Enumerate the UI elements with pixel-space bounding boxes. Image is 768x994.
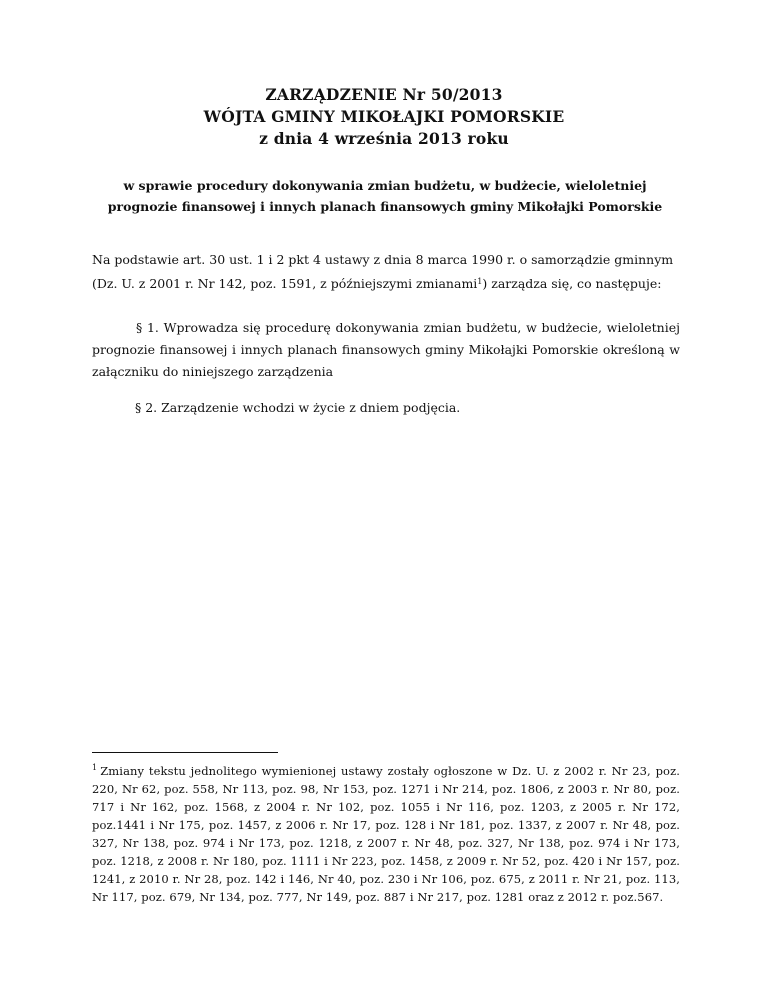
header-title: ZARZĄDZENIE Nr 50/2013	[265, 85, 503, 104]
footnote	[92, 762, 680, 906]
footnote-marker: 1	[92, 763, 98, 772]
paragraph-2: § 2. Zarządzenie wchodzi w życie z dniem podjęcia.	[135, 400, 461, 415]
header-issuer: WÓJTA GMINY MIKOŁAJKI POMORSKIE	[203, 107, 565, 126]
paragraph-1: § 1. Wprowadza się procedurę dokonywania zmian budżetu, w budżecie, wieloletniej prognozie finansowej i innych planach finansowych gminy Mikołajki Pomorskie określoną w załączniku do niniejszego zarządzenia	[92, 320, 680, 379]
footnote-reference[interactable]: 1	[477, 277, 483, 286]
footnote-separator	[92, 752, 278, 753]
footnote-text: Zmiany tekstu jednolitego wymienionej ustawy zostały ogłoszone w Dz. U. z 2002 r. Nr 23, poz. 220, Nr 62, poz. 558, Nr 113, poz. 98, Nr 153, poz. 1271 i Nr 214, poz. 1806, z 2003 r. Nr 80, poz. 717 i Nr 162, poz. 1568, z 2004 r. Nr 102, poz. 1055 i Nr 116, poz. 1203, z 2005 r. Nr 172, poz.1441 i Nr 175, poz. 1457, z 2006 r. Nr 17, poz. 128 i Nr 181, poz. 1337, z 2007 r. Nr 48, poz. 327, Nr 138, poz. 974 i Nr 173, poz. 1218, z 2007 r. Nr 48, poz. 327, Nr 138, poz. 974 i Nr 173, poz. 1218, z 2008 r. Nr 180, poz. 1111 i Nr 223, poz. 1458, z 2009 r. Nr 52, poz. 420 i Nr 157, poz. 1241, z 2010 r. Nr 28, poz. 142 i 146, Nr 40, poz. 230 i Nr 106, poz. 675, z 2011 r. Nr 21, poz. 113, Nr 117, poz. 679, Nr 134, poz. 777, Nr 149, poz. 887 i Nr 217, poz. 1281 oraz z 2012 r. poz.567.	[92, 764, 680, 904]
document-subject: w sprawie procedury dokonywania zmian budżetu, w budżecie, wieloletniej prognozie finansowej i innych planach finansowych gminy Mikołajki Pomorskie	[107, 178, 663, 214]
preamble-text-end: ) zarządza się, co następuje:	[482, 276, 662, 291]
header-date: z dnia 4 września 2013 roku	[259, 129, 509, 148]
preamble-text-start: Na podstawie art. 30 ust. 1 i 2 pkt 4 ustawy z dnia 8 marca 1990 r. o samorządzie gminnym (Dz. U. z 2001 r. Nr 142, poz. 1591, z późniejszymi zmianami	[92, 252, 674, 291]
legal-basis-preamble	[92, 248, 680, 296]
document-header	[0, 84, 768, 150]
